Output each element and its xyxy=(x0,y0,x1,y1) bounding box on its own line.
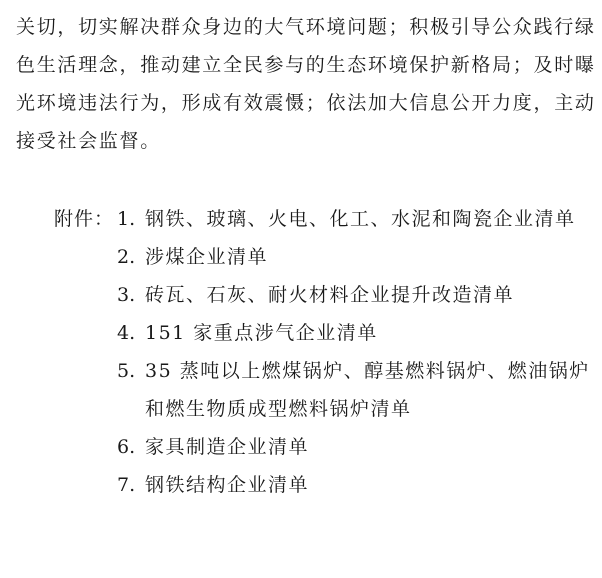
attachment-title: 35 蒸吨以上燃煤锅炉、醇基燃料锅炉、燃油锅炉 xyxy=(145,360,590,382)
attachment-title-continued: 和燃生物质成型燃料锅炉清单 xyxy=(145,398,412,420)
attachment-number: 3. xyxy=(117,284,136,306)
attachment-number: 4. xyxy=(117,322,136,344)
attachment-title: 钢铁、玻璃、火电、化工、水泥和陶瓷企业清单 xyxy=(145,208,576,230)
attachment-number: 5. xyxy=(117,360,136,382)
attachment-title: 砖瓦、石灰、耐火材料企业提升改造清单 xyxy=(145,284,515,306)
attachment-number: 6. xyxy=(117,436,136,458)
body-paragraph xyxy=(16,8,600,160)
attachment-number: 2. xyxy=(117,246,136,268)
attachment-title: 钢铁结构企业清单 xyxy=(145,474,310,496)
attachment-number: 1. xyxy=(117,208,136,230)
attachment-title: 涉煤企业清单 xyxy=(145,246,269,268)
attachment-title: 151 家重点涉气企业清单 xyxy=(145,322,378,344)
attachment-number: 7. xyxy=(117,474,136,496)
body-line-3: 光环境违法行为，形成有效震慑；依法加大信息公开力度，主动 xyxy=(16,92,596,114)
attachments-label: 附件： xyxy=(54,208,115,230)
body-line-4: 接受社会监督。 xyxy=(16,130,161,152)
attachment-title: 家具制造企业清单 xyxy=(145,436,310,458)
body-line-1: 关切，切实解决群众身边的大气环境问题；积极引导公众践行绿 xyxy=(16,16,596,38)
body-line-2: 色生活理念，推动建立全民参与的生态环境保护新格局；及时曝 xyxy=(16,54,596,76)
